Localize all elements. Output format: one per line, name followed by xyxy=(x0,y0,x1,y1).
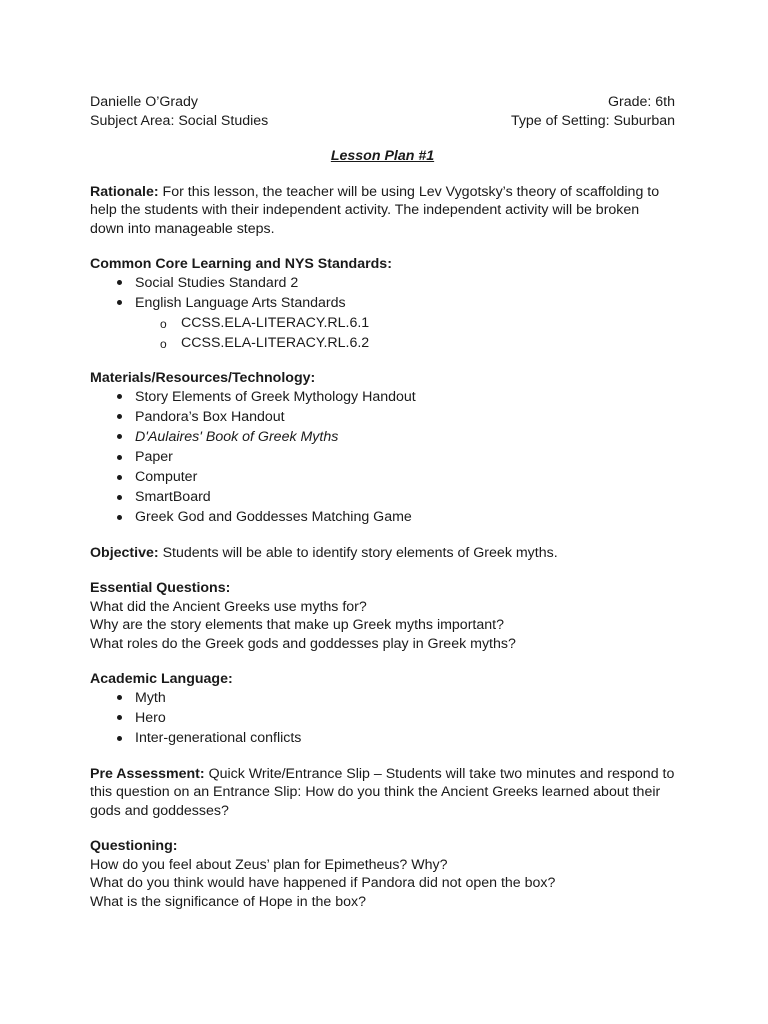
standards-label: Common Core Learning and NYS Standards: xyxy=(90,256,392,272)
rationale-text: For this lesson, the teacher will be using Lev Vygotsky’s theory of scaffolding to help the students with their independent activity. The independent activity will be broken down into manageable steps. xyxy=(90,183,660,237)
questioning-section xyxy=(90,837,675,911)
page-title: Lesson Plan #1 xyxy=(330,148,435,164)
grade-level: Grade: 6th xyxy=(607,94,675,110)
ela-standards-sublist xyxy=(90,314,675,353)
question-line: What is the significance of Hope in the box? xyxy=(90,893,367,910)
essential-questions-section xyxy=(90,579,675,653)
standards-section xyxy=(90,255,675,352)
question-line: What do you think would have happened if Pandora did not open the box? xyxy=(90,875,556,892)
list-item: SmartBoard xyxy=(90,488,675,507)
list-item: Hero xyxy=(90,709,675,728)
list-item: Inter-generational conflicts xyxy=(90,729,675,748)
pre-assessment-label: Pre Assessment: xyxy=(90,765,205,782)
list-item: Computer xyxy=(90,468,675,487)
header-row-2 xyxy=(90,112,675,131)
academic-language-list xyxy=(90,689,675,748)
objective-section xyxy=(90,544,675,563)
objective-text: Students will be able to identify story elements of Greek myths. xyxy=(162,544,558,561)
list-item: D'Aulaires' Book of Greek Myths xyxy=(90,428,675,447)
materials-list xyxy=(90,388,675,527)
essential-questions-label: Essential Questions: xyxy=(90,580,231,597)
question-line: Why are the story elements that make up Greek myths important? xyxy=(90,617,504,634)
questioning-label: Questioning: xyxy=(90,838,178,855)
question-line: What roles do the Greek gods and goddesses play in Greek myths? xyxy=(90,635,516,652)
standards-list xyxy=(90,274,675,313)
materials-section xyxy=(90,369,675,527)
author-name: Danielle O’Grady xyxy=(90,94,199,110)
academic-language-label: Academic Language: xyxy=(90,671,233,688)
list-item: Paper xyxy=(90,448,675,467)
list-item: o CCSS.ELA-LITERACY.RL.6.2 xyxy=(90,334,675,353)
pre-assessment-section xyxy=(90,765,675,821)
pre-assessment-text: Quick Write/Entrance Slip – Students will take two minutes and respond to this question on an Entrance Slip: How do you think the Ancient Greeks learned about their gods and goddesses? xyxy=(90,765,675,819)
materials-label: Materials/Resources/Technology: xyxy=(90,370,316,387)
subject-area: Subject Area: Social Studies xyxy=(90,112,269,129)
rationale-section xyxy=(90,183,675,239)
list-item: o CCSS.ELA-LITERACY.RL.6.1 xyxy=(90,314,675,333)
list-item: Story Elements of Greek Mythology Handout xyxy=(90,388,675,407)
academic-language-section xyxy=(90,670,675,747)
question-line: How do you feel about Zeus’ plan for Epimetheus? Why? xyxy=(90,856,448,873)
rationale-label: Rationale: xyxy=(90,183,159,200)
question-line: What did the Ancient Greeks use myths for? xyxy=(90,598,367,615)
header-row-1 xyxy=(90,93,675,112)
objective-label: Objective: xyxy=(90,544,159,561)
lesson-plan-page xyxy=(90,93,675,911)
list-item: Social Studies Standard 2 xyxy=(90,274,675,293)
list-item: Greek God and Goddesses Matching Game xyxy=(90,508,675,527)
list-item: Myth xyxy=(90,689,675,708)
list-item: Pandora’s Box Handout xyxy=(90,408,675,427)
list-item: English Language Arts Standards xyxy=(90,294,675,313)
setting-type: Type of Setting: Suburban xyxy=(510,112,675,129)
